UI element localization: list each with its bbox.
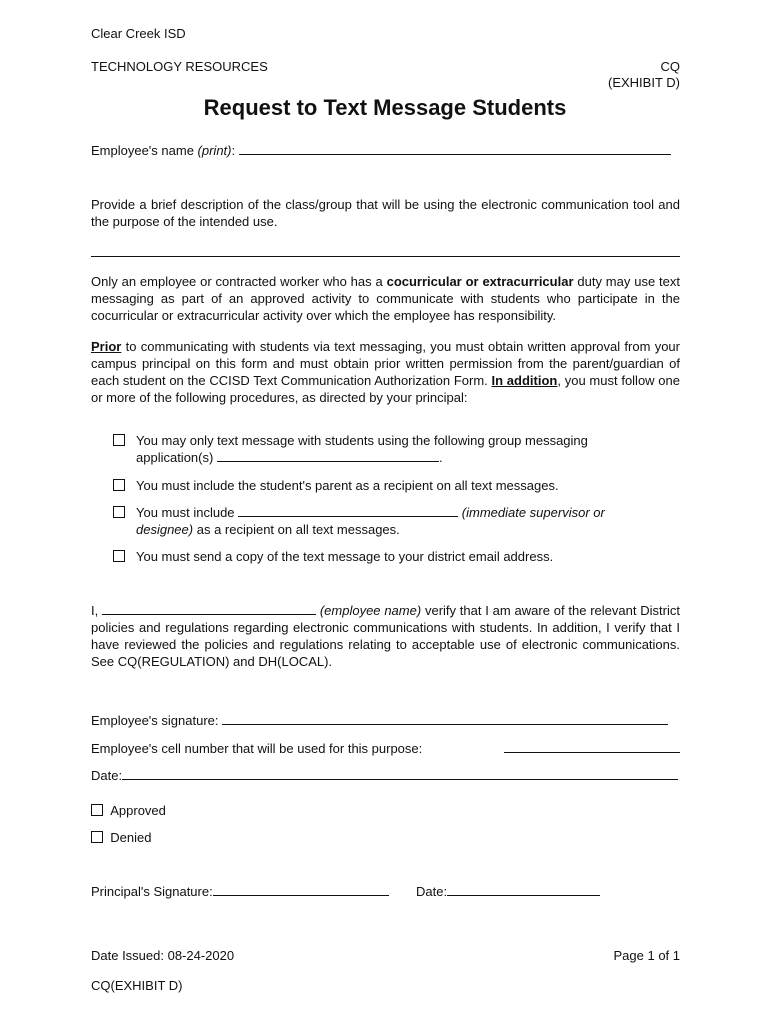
procedure-3-end: as a recipient on all text messages. (193, 522, 400, 537)
in-addition-word: In addition (491, 373, 558, 388)
prior-text-2: , you must follow one or more of the following procedures, as directed by your principal: (91, 373, 680, 405)
employee-name-field[interactable] (239, 142, 671, 155)
principal-signature-field[interactable] (213, 883, 389, 896)
date-issued: Date Issued: 08-24-2020 (91, 948, 235, 963)
cell-number-label: Employee's cell number that will be used for this purpose: (91, 741, 423, 756)
description-field[interactable] (91, 256, 680, 257)
section-title: TECHNOLOGY RESOURCES (91, 59, 268, 74)
cell-number-field[interactable] (504, 752, 680, 753)
approved-option[interactable] (91, 802, 166, 819)
procedure-4: You must send a copy of the text message to your district email address. (136, 549, 554, 564)
date-field[interactable] (122, 767, 678, 780)
employee-name-row (91, 142, 680, 159)
eligibility-paragraph (91, 273, 680, 324)
denied-label: Denied (110, 830, 152, 845)
procedure-3-checkbox[interactable] (113, 504, 125, 521)
verification-italic: (employee name) (319, 603, 422, 618)
footer-code: CQ(EXHIBIT D) (91, 978, 183, 993)
approved-checkbox[interactable] (91, 804, 103, 816)
employee-signature-label: Employee's signature: (91, 713, 219, 728)
district-name: Clear Creek ISD (91, 26, 186, 41)
procedure-1-end: . (438, 450, 443, 465)
policy-code: CQ (660, 59, 680, 74)
prior-word: Prior (91, 339, 122, 354)
employee-signature-row (91, 712, 680, 729)
procedure-2-checkbox[interactable] (113, 477, 125, 494)
procedure-3-italic-1: (immediate supervisor or (458, 505, 605, 520)
employee-name-print-hint: (print) (197, 143, 232, 158)
eligibility-bold: cocurricular or extracurricular (386, 274, 574, 289)
verification-paragraph (91, 602, 680, 670)
procedure-1-line-1: You may only text message with students using the following group messaging (136, 433, 588, 448)
exhibit-label: (EXHIBIT D) (608, 75, 680, 90)
principal-date-row (416, 883, 600, 900)
procedure-1-line-2: application(s) (136, 450, 214, 465)
eligibility-text-1: Only an employee or contracted worker who has a (91, 274, 387, 289)
page-title: Request to Text Message Students (203, 95, 567, 120)
procedure-4-checkbox[interactable] (113, 548, 125, 565)
principal-date-label: Date: (416, 884, 448, 899)
procedure-3-start: You must include (136, 505, 235, 520)
procedure-3-italic-2: designee) (136, 522, 194, 537)
prior-text-1: to communicating with students via text messaging, you must obtain written approval from your campus principal on this form and must obtain prior written permission from the parent/guardian of each student on the CCISD Text Communication Authorization Form. (91, 339, 680, 388)
denied-checkbox[interactable] (91, 831, 103, 843)
procedure-1 (136, 432, 680, 466)
eligibility-text-2: duty may use text messaging as part of an approved activity to communicate with students who participate in the cocurricular or extracurricular activity over which the employee has responsibility. (91, 274, 680, 323)
denied-option[interactable] (91, 829, 151, 846)
description-prompt: Provide a brief description of the class/group that will be using the electronic communication tool and the purpose of the intended use. (91, 197, 680, 229)
principal-signature-label: Principal's Signature: (91, 884, 213, 899)
prior-paragraph (91, 338, 680, 406)
verification-text: verify that I am aware of the relevant District policies and regulations regarding electronic communications with students. In addition, I verify that I have reviewed the policies and regulations relating to acceptable use of electronic communications. See CQ(REGULATION) and DH(LOCAL). (91, 603, 680, 669)
page-number: Page 1 of 1 (613, 948, 680, 963)
date-label: Date: (91, 768, 123, 783)
procedure-3 (136, 504, 680, 538)
principal-date-field[interactable] (447, 883, 600, 896)
procedure-1-checkbox[interactable] (113, 432, 125, 449)
verification-i: I, (91, 603, 99, 618)
approved-label: Approved (110, 803, 166, 818)
date-row (91, 767, 680, 784)
supervisor-field[interactable] (238, 504, 458, 517)
employee-name-verify-field[interactable] (102, 602, 316, 615)
employee-signature-field[interactable] (222, 712, 668, 725)
principal-signature-row (91, 883, 389, 900)
employee-name-label: Employee's name (91, 143, 198, 158)
employee-name-colon: : (231, 143, 236, 158)
procedure-2: You must include the student's parent as a recipient on all text messages. (136, 478, 559, 493)
messaging-app-field[interactable] (217, 449, 439, 462)
